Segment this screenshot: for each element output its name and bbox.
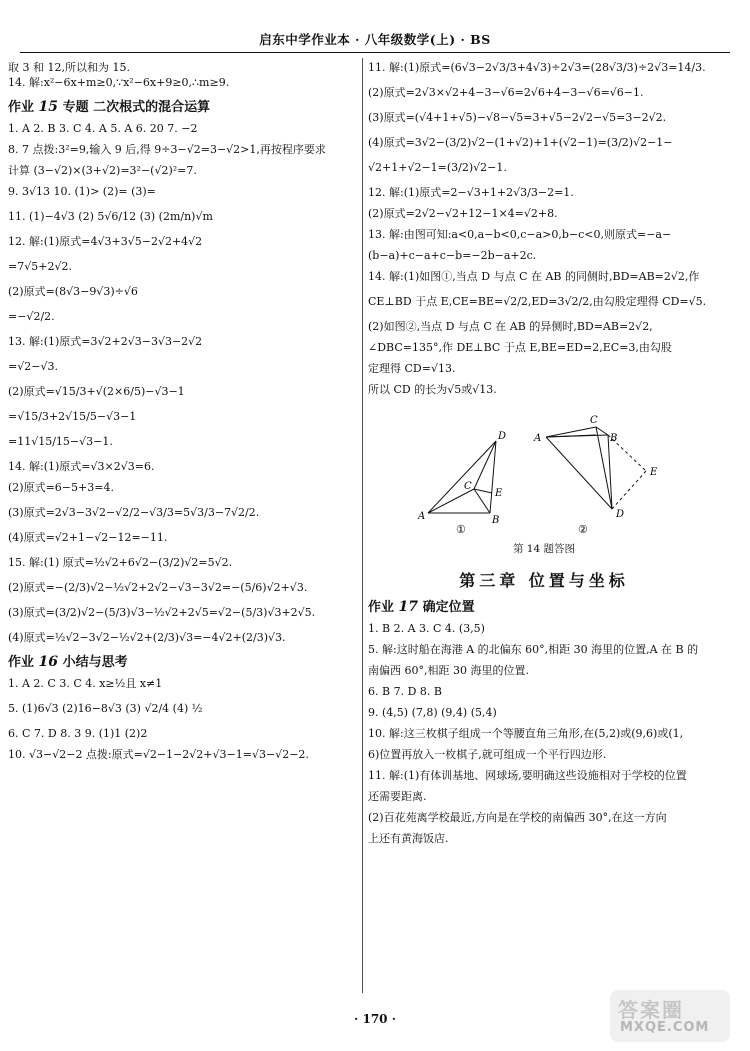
watermark-logo — [610, 990, 730, 1042]
watermark-top: 答案圈 — [618, 998, 684, 1022]
answer-line: 10. √3−√2−2 点拨:原式=√2−1−2√2+√3−1=√3−√2−2. — [8, 748, 309, 761]
section-number: 15 — [38, 99, 59, 115]
segment-ad-1 — [428, 441, 496, 513]
segment-cb-1 — [474, 489, 490, 513]
answer-line: 14. 解:x²−6x+m≥0,∵x²−6x+9≥0,∴m≥9. — [8, 76, 230, 89]
figure-2 — [546, 427, 612, 509]
section-label: 作业 — [8, 100, 35, 115]
answer-line: 计算 (3−√2)×(3+√2)=3²−(√2)²=7. — [8, 164, 197, 177]
answer-line: (2)原式=2√3×√2+4−3−√6=2√6+4−3−√6=√6−1. — [368, 86, 644, 99]
answer-line: (2)原式=(8√3−9√3)÷√6 — [8, 285, 138, 298]
answer-line: 1. A 2. B 3. C 4. A 5. A 6. 20 7. −2 — [8, 122, 198, 135]
answer-line: (2)原式=2√2−√2+12−1×4=√2+8. — [368, 207, 558, 220]
label-a-2: A — [534, 433, 542, 444]
figure-2-dashed — [608, 435, 646, 509]
segment-ad-2 — [546, 437, 612, 509]
answer-line: 1. B 2. A 3. C 4. (3,5) — [368, 622, 485, 635]
section-label: 作业 — [368, 600, 395, 615]
figure-1-label: ① — [456, 523, 466, 536]
left-column — [8, 60, 356, 762]
answer-line: 14. 解:(1)原式=√3×2√3=6. — [8, 460, 155, 473]
answer-line: 取 3 和 12,所以和为 15. — [8, 61, 130, 74]
answer-line: 14. 解:(1)如图①,当点 D 与点 C 在 AB 的同侧时,BD=AB=2√2,作 — [368, 270, 700, 283]
answer-line: 6. C 7. D 8. 3 9. (1)1 (2)2 — [8, 727, 148, 740]
answer-line: 还需要距离. — [368, 790, 427, 803]
answer-line: (3)原式=(√4+1+√5)−√8−√5=3+√5−2√2−√5=3−2√2. — [368, 111, 667, 124]
page-number: · 170 · — [354, 1012, 396, 1026]
answer-line: 所以 CD 的长为√5或√13. — [368, 383, 497, 396]
answer-line: 南偏西 60°,相距 30 海里的位置. — [368, 664, 529, 677]
answer-line: 12. 解:(1)原式=4√3+3√5−2√2+4√2 — [8, 235, 203, 248]
label-b-1: B — [492, 515, 500, 526]
answer-line: 上还有黄海饭店. — [368, 832, 449, 845]
answer-line: =11√15/15−√3−1. — [8, 435, 113, 448]
answer-line: 6)位置再放入一枚棋子,就可组成一个平行四边形. — [368, 748, 607, 761]
answer-line: 15. 解:(1) 原式=½√2+6√2−(3/2)√2=5√2. — [8, 556, 233, 569]
section-title: 确定位置 — [422, 600, 475, 615]
answer-line: (2)原式=√15/3+√(2×6/5)−√3−1 — [8, 385, 185, 398]
answer-line: 1. A 2. C 3. C 4. x≥½且 x≠1 — [8, 677, 163, 690]
answer-line: (2)百花苑离学校最近,方向是在学校的南偏西 30°,在这一方向 — [368, 811, 667, 824]
answer-line: (3)原式=2√3−3√2−√2/2−√3/3=5√3/3−7√2/2. — [8, 506, 260, 519]
section-heading-16 — [8, 655, 356, 670]
section-number: 17 — [398, 599, 419, 615]
header-rule — [20, 52, 730, 53]
label-c-1: C — [464, 481, 472, 492]
answer-line: =√15/3+2√15/5−√3−1 — [8, 410, 137, 423]
answer-line: 11. (1)−4√3 (2) 5√6/12 (3) (2m/n)√m — [8, 210, 213, 223]
label-b-2: B — [610, 433, 618, 444]
watermark-bottom: MXQE.COM — [620, 1020, 710, 1035]
answer-line: (2)原式=−(2/3)√2−½√2+2√2−√3−3√2=−(5/6)√2+√3. — [8, 581, 308, 594]
figure-caption: 第 14 题答图 — [512, 543, 576, 555]
section-label: 作业 — [8, 655, 35, 670]
figure-1 — [428, 441, 496, 513]
answer-line: √2+1+√2−1=(3/2)√2−1. — [368, 161, 507, 174]
answer-line: 13. 解:由图可知:a<0,a−b<0,c−a>0,b−c<0,则原式=−a− — [368, 228, 672, 241]
geometry-figure — [368, 405, 720, 540]
answer-line: (4)原式=½√2−3√2−½√2+(2/3)√3=−4√2+(2/3)√3. — [8, 631, 286, 644]
section-number: 16 — [38, 654, 59, 670]
answer-line: 6. B 7. D 8. B — [368, 685, 442, 698]
answer-line: 5. (1)6√3 (2)16−8√3 (3) √2/4 (4) ½ — [8, 702, 203, 715]
answer-line: 9. 3√13 10. (1)> (2)= (3)= — [8, 185, 156, 198]
label-d-2: D — [616, 509, 625, 520]
answer-line: 11. 解:(1)原式=(6√3−2√3/3+4√3)÷2√3=(28√3/3)÷2√3=14/3. — [368, 61, 706, 74]
figure-2-label: ② — [578, 523, 588, 536]
answer-line: 10. 解:这三枚棋子组成一个等腰直角三角形,在(5,2)或(9,6)或(1, — [368, 727, 684, 740]
answer-line: =7√5+2√2. — [8, 260, 72, 273]
section-heading-15 — [8, 100, 356, 115]
chapter-title: 第三章 位置与坐标 — [459, 571, 629, 590]
answer-line: 定理得 CD=√13. — [368, 362, 456, 375]
column-divider — [362, 58, 363, 993]
label-d-1: D — [498, 431, 507, 442]
label-e-2: E — [650, 467, 658, 478]
figure-svg — [368, 405, 720, 540]
answer-line: =−√2/2. — [8, 310, 55, 323]
answer-line: CE⊥BD 于点 E,CE=BE=√2/2,ED=3√2/2,由勾股定理得 CD=√5. — [368, 295, 707, 308]
section-title: 小结与思考 — [62, 655, 128, 670]
section-heading-17 — [368, 600, 720, 615]
answer-line: 12. 解:(1)原式=2−√3+1+2√3/3−2=1. — [368, 186, 574, 199]
answer-line: 11. 解:(1)有体训基地、网球场,要明确这些设施相对于学校的位置 — [368, 769, 687, 782]
segment-ed-2 — [612, 471, 646, 509]
label-a-1: A — [418, 511, 426, 522]
answer-line: (4)原式=√2+1−√2−12=−11. — [8, 531, 168, 544]
answer-line: (4)原式=3√2−(3/2)√2−(1+√2)+1+(√2−1)=(3/2)√2−1− — [368, 136, 673, 149]
answer-line: ∠DBC=135°,作 DE⊥BC 于点 E,BE=ED=2,EC=3,由勾股 — [368, 341, 672, 354]
answer-line: 5. 解:这时船在海港 A 的北偏东 60°,相距 30 海里的位置,A 在 B 的 — [368, 643, 699, 656]
answer-line: 9. (4,5) (7,8) (9,4) (5,4) — [368, 706, 497, 719]
segment-ac-1 — [428, 489, 474, 513]
answer-line: (2)原式=6−5+3=4. — [8, 481, 114, 494]
section-title: 专题 二次根式的混合运算 — [62, 100, 211, 115]
right-column — [368, 60, 720, 846]
page-header: 启东中学作业本 · 八年级数学(上) · BS — [259, 32, 491, 47]
answer-line: 13. 解:(1)原式=3√2+2√3−3√3−2√2 — [8, 335, 203, 348]
answer-line: =√2−√3. — [8, 360, 58, 373]
answer-line: (3)原式=(3/2)√2−(5/3)√3−½√2+2√5=√2−(5/3)√3+2√5. — [8, 606, 316, 619]
label-c-2: C — [590, 415, 598, 426]
answer-line: (2)如图②,当点 D 与点 C 在 AB 的异侧时,BD=AB=2√2, — [368, 320, 653, 333]
answer-line: (b−a)+c−a+c−b=−2b−a+2c. — [368, 249, 537, 262]
label-e-1: E — [495, 488, 503, 499]
answer-line: 8. 7 点拨:3²=9,输入 9 后,得 9÷3−√2=3−√2>1,再按程序要求 — [8, 143, 326, 156]
